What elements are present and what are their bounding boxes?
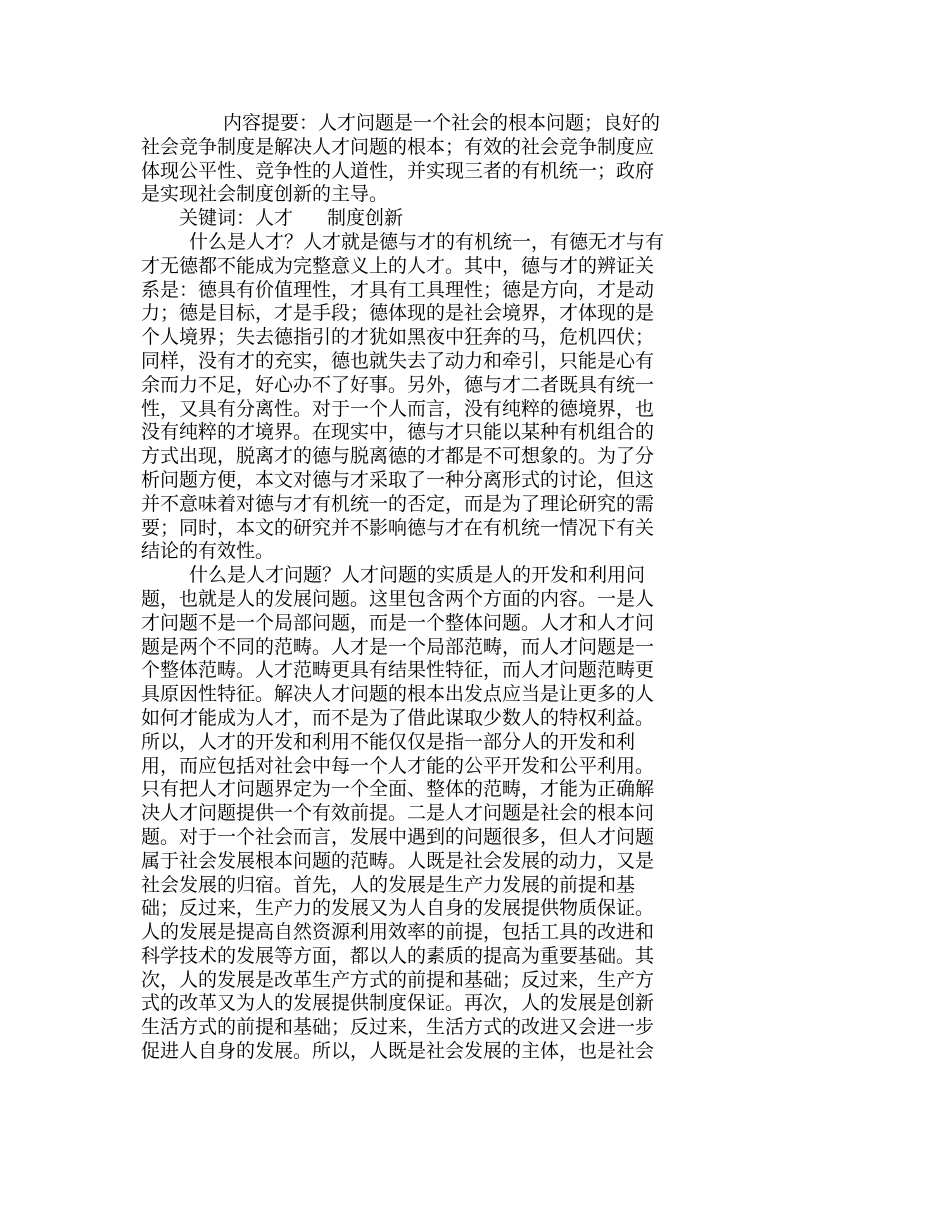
paragraph-line: 余而力不足，好心办不了好事。另外，德与才二者既具有统一 <box>141 373 655 396</box>
paragraph-line: 人的发展是提高自然资源利用效率的前提，包括工具的改进和 <box>141 921 655 944</box>
paragraph-line: 属于社会发展根本问题的范畴。人既是社会发展的动力，又是 <box>141 849 655 872</box>
paragraph-line: 同样，没有才的充实，德也就失去了动力和牵引，只能是心有 <box>141 349 655 372</box>
paragraph-line: 只有把人才问题界定为一个全面、整体的范畴，才能为正确解 <box>141 778 655 801</box>
paragraph-line: 所以，人才的开发和利用不能仅仅是指一部分人的开发和利 <box>141 730 636 753</box>
paragraph-line: 个人境界；失去德指引的才犹如黑夜中狂奔的马，危机四伏； <box>141 326 655 349</box>
paragraph-line: 没有纯粹的才境界。在现实中，德与才只能以某种有机组合的 <box>141 421 655 444</box>
paragraph-line: 用，而应包括对社会中每一个人才能的公平开发和公平利用。 <box>141 754 655 777</box>
paragraph-line: 具原因性特征。解决人才问题的根本出发点应当是让更多的人 <box>141 683 655 706</box>
abstract-line: 社会竞争制度是解决人才问题的根本；有效的社会竞争制度应 <box>141 135 655 158</box>
keywords-label: 关键词： <box>179 207 256 230</box>
paragraph-line: 方式出现，脱离才的德与脱离德的才都是不可想象的。为了分 <box>141 445 655 468</box>
paragraph-line: 个整体范畴。人才范畴更具有结果性特征，而人才问题范畴更 <box>141 659 655 682</box>
keyword-term: 人才 <box>255 207 294 230</box>
abstract-section <box>141 112 731 207</box>
paragraph-line: 才问题不是一个局部问题，而是一个整体问题。人才和人才问 <box>141 611 655 634</box>
paragraph-line: 题，也就是人的发展问题。这里包含两个方面的内容。一是人 <box>141 587 655 610</box>
paragraph-line: 结论的有效性。 <box>141 540 275 563</box>
paragraph-2 <box>141 564 731 1064</box>
paragraph-line: 析问题方便，本文对德与才采取了一种分离形式的讨论，但这 <box>141 468 655 491</box>
paragraph-line: 促进人自身的发展。所以，人既是社会发展的主体，也是社会 <box>141 1040 655 1063</box>
paragraph-line: 性，又具有分离性。对于一个人而言，没有纯粹的德境界，也 <box>141 397 655 420</box>
paragraph-line: 础；反过来，生产力的发展又为人自身的发展提供物质保证。 <box>141 897 655 920</box>
paragraph-line: 什么是人才？人才就是德与才的有机统一，有德无才与有 <box>189 230 665 253</box>
abstract-line: 内容提要：人才问题是一个社会的根本问题；良好的 <box>223 112 661 134</box>
paragraph-line: 力；德是目标，才是手段；德体现的是社会境界，才体现的是 <box>141 302 655 325</box>
keyword-term: 制度创新 <box>327 207 404 230</box>
paragraph-line: 次，人的发展是改革生产方式的前提和基础；反过来，生产方 <box>141 968 655 991</box>
document-page <box>141 112 731 1064</box>
paragraph-line: 决人才问题提供一个有效前提。二是人才问题是社会的根本问 <box>141 802 655 825</box>
paragraph-line: 并不意味着对德与才有机统一的否定，而是为了理论研究的需 <box>141 492 655 515</box>
paragraph-line: 科学技术的发展等方面，都以人的素质的提高为重要基础。其 <box>141 944 655 967</box>
keywords-line <box>141 207 731 231</box>
paragraph-line: 社会发展的归宿。首先，人的发展是生产力发展的前提和基 <box>141 873 636 896</box>
paragraph-line: 式的改革又为人的发展提供制度保证。再次，人的发展是创新 <box>141 992 655 1015</box>
paragraph-line: 题是两个不同的范畴。人才是一个局部范畴，而人才问题是一 <box>141 635 655 658</box>
paragraph-line: 要；同时，本文的研究并不影响德与才在有机统一情况下有关 <box>141 516 655 539</box>
paragraph-line: 生活方式的前提和基础；反过来，生活方式的改进又会进一步 <box>141 1016 655 1039</box>
paragraph-line: 题。对于一个社会而言，发展中遇到的问题很多，但人才问题 <box>141 825 655 848</box>
paragraph-1 <box>141 231 731 564</box>
abstract-line: 是实现社会制度创新的主导。 <box>141 183 389 206</box>
paragraph-line: 如何才能成为人才，而不是为了借此谋取少数人的特权利益。 <box>141 706 655 729</box>
abstract-line: 体现公平性、竞争性的人道性，并实现三者的有机统一；政府 <box>141 159 655 182</box>
paragraph-line: 才无德都不能成为完整意义上的人才。其中，德与才的辨证关 <box>141 254 655 277</box>
paragraph-line: 系是：德具有价值理性，才具有工具理性；德是方向，才是动 <box>141 278 655 301</box>
paragraph-line: 什么是人才问题？人才问题的实质是人的开发和利用问 <box>189 564 646 587</box>
